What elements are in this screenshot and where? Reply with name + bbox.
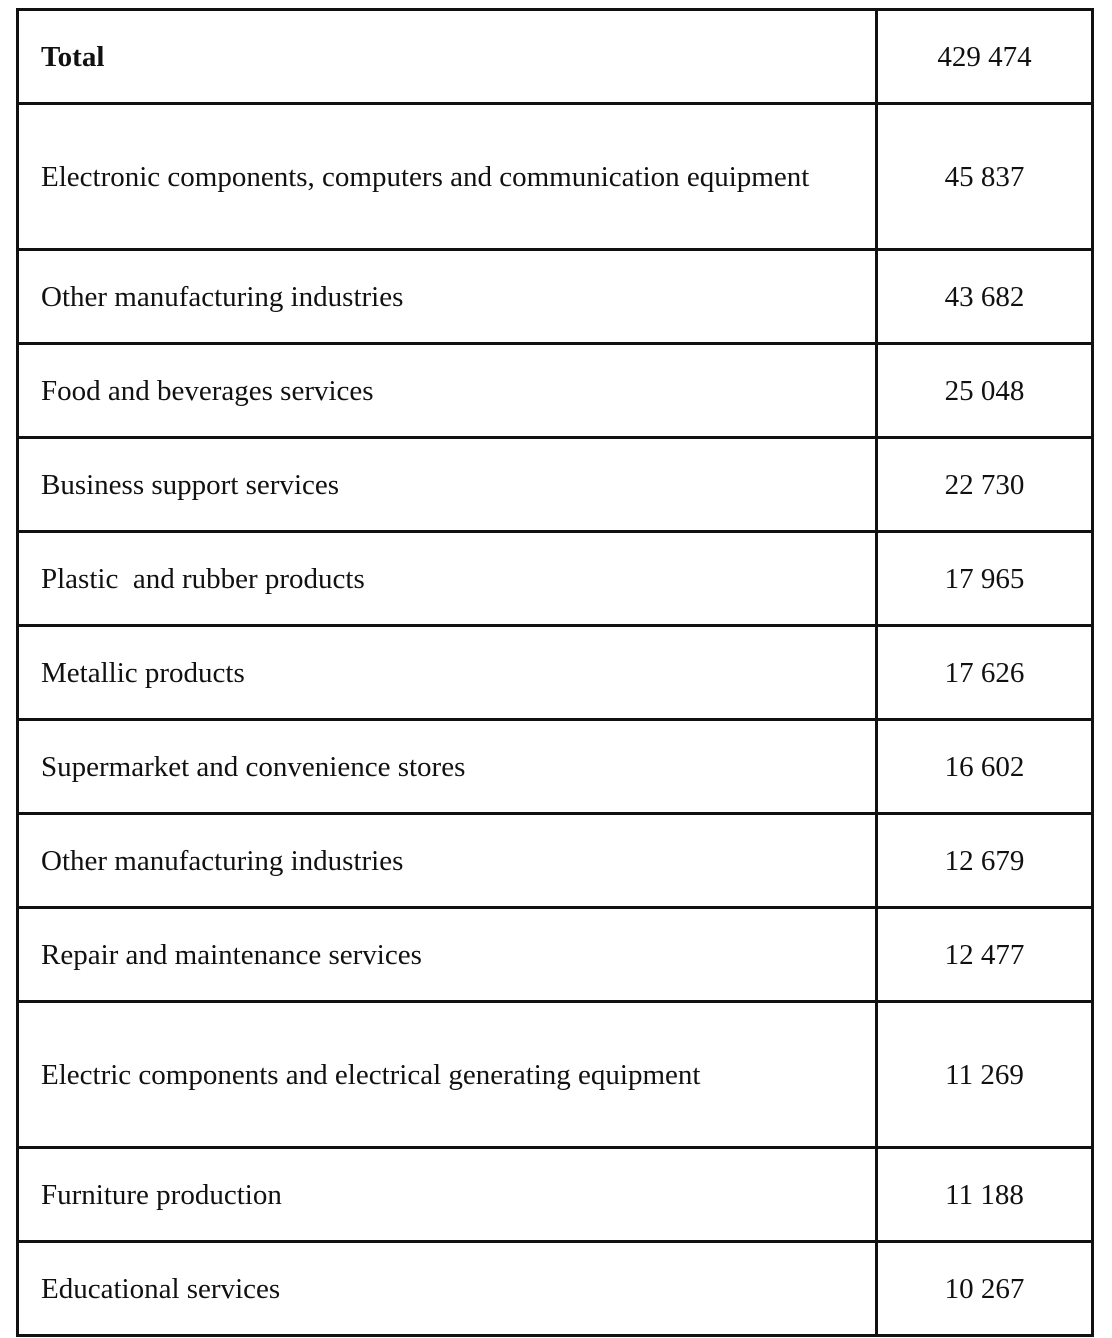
row-value: 11 269	[877, 1002, 1093, 1148]
total-row	[18, 10, 1093, 104]
row-label: Other manufacturing industries	[18, 814, 877, 908]
data-table	[16, 8, 1094, 1337]
table-row	[18, 1148, 1093, 1242]
table-row	[18, 1002, 1093, 1148]
row-value: 25 048	[877, 344, 1093, 438]
table-row	[18, 344, 1093, 438]
table-row	[18, 532, 1093, 626]
row-value: 11 188	[877, 1148, 1093, 1242]
row-value: 12 477	[877, 908, 1093, 1002]
row-value: 45 837	[877, 104, 1093, 250]
table-row	[18, 626, 1093, 720]
row-value: 17 626	[877, 626, 1093, 720]
row-label: Electronic components, computers and communication equipment	[18, 104, 877, 250]
row-label: Furniture production	[18, 1148, 877, 1242]
table-row	[18, 250, 1093, 344]
row-value: 16 602	[877, 720, 1093, 814]
table-row	[18, 814, 1093, 908]
row-label: Business support services	[18, 438, 877, 532]
row-value: 429 474	[877, 10, 1093, 104]
table-row	[18, 438, 1093, 532]
row-label: Supermarket and convenience stores	[18, 720, 877, 814]
row-label: Other manufacturing industries	[18, 250, 877, 344]
row-label: Total	[18, 10, 877, 104]
table-row	[18, 908, 1093, 1002]
row-value: 12 679	[877, 814, 1093, 908]
row-value: 43 682	[877, 250, 1093, 344]
row-label: Electric components and electrical generating equipment	[18, 1002, 877, 1148]
row-value: 17 965	[877, 532, 1093, 626]
row-label: Plastic and rubber products	[18, 532, 877, 626]
row-value: 10 267	[877, 1242, 1093, 1336]
table-row	[18, 1242, 1093, 1336]
row-label: Metallic products	[18, 626, 877, 720]
row-label: Repair and maintenance services	[18, 908, 877, 1002]
row-label: Educational services	[18, 1242, 877, 1336]
row-value: 22 730	[877, 438, 1093, 532]
table-row	[18, 104, 1093, 250]
row-label: Food and beverages services	[18, 344, 877, 438]
table-row	[18, 720, 1093, 814]
